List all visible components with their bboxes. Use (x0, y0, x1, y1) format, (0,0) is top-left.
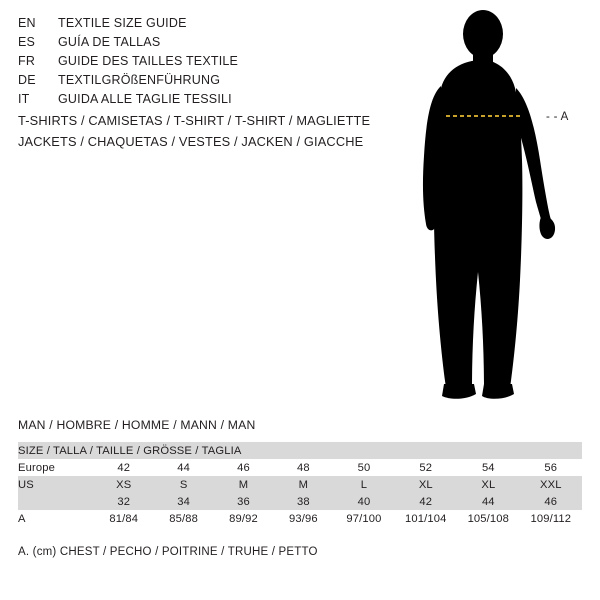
table-cell: 50 (357, 461, 371, 474)
language-text: GUÍA DE TALLAS (58, 35, 161, 49)
table-cell: L (360, 478, 368, 491)
language-code: IT (18, 92, 30, 106)
silhouette-icon (400, 10, 600, 410)
table-cell: 34 (177, 495, 191, 508)
table-cell: XS (116, 478, 132, 491)
table-cell: 32 (117, 495, 131, 508)
table-cell: 54 (481, 461, 495, 474)
table-row (18, 493, 582, 510)
table-cell: 40 (357, 495, 371, 508)
category-jackets: JACKETS / CHAQUETAS / VESTES / JACKEN / GIACCHE (18, 134, 364, 149)
table-cell: 89/92 (229, 512, 258, 525)
language-text: TEXTILGRÖßENFÜHRUNG (58, 73, 221, 87)
language-list (18, 16, 398, 111)
table-title: MAN / HOMBRE / HOMME / MANN / MAN (18, 418, 256, 432)
language-text: TEXTILE SIZE GUIDE (58, 16, 187, 30)
table-cell: 101/104 (405, 512, 447, 525)
table-cell: 97/100 (346, 512, 382, 525)
language-row (18, 92, 398, 111)
table-cell: 46 (544, 495, 558, 508)
table-header-label: SIZE / TALLA / TAILLE / GRÖSSE / TAGLIA (18, 444, 242, 457)
table-header-row (18, 442, 582, 459)
language-row (18, 54, 398, 73)
language-row (18, 16, 398, 35)
table-cell: XXL (539, 478, 562, 491)
footnote-chest: A. (cm) CHEST / PECHO / POITRINE / TRUHE / PETTO (18, 546, 318, 558)
table-cell: S (179, 478, 188, 491)
size-table (18, 442, 582, 527)
language-code: DE (18, 73, 36, 87)
language-text: GUIDE DES TAILLES TEXTILE (58, 54, 239, 68)
table-cell: 85/88 (169, 512, 199, 525)
table-cell: 52 (419, 461, 433, 474)
measure-label-a: - - A (546, 111, 569, 123)
row-label: A (18, 512, 26, 525)
table-cell: 56 (544, 461, 558, 474)
row-label: US (18, 478, 34, 491)
table-cell: 93/96 (289, 512, 318, 525)
table-cell: 44 (481, 495, 495, 508)
male-silhouette-figure (400, 10, 600, 410)
row-label (18, 493, 94, 510)
category-tshirts: T-SHIRTS / CAMISETAS / T-SHIRT / T-SHIRT / MAGLIETTE (18, 113, 371, 128)
table-cell: 105/108 (467, 512, 510, 525)
table-cell: 81/84 (109, 512, 139, 525)
row-label: Europe (18, 461, 55, 474)
table-cell: M (298, 478, 309, 491)
table-cell: XL (481, 478, 496, 491)
table-row (18, 459, 582, 476)
language-code: ES (18, 35, 36, 49)
table-cell: 42 (419, 495, 433, 508)
table-row (18, 510, 582, 527)
language-row (18, 35, 398, 54)
language-code: EN (18, 16, 36, 30)
table-row (18, 476, 582, 493)
table-cell: 42 (117, 461, 131, 474)
table-cell: 38 (297, 495, 310, 508)
table-cell: 44 (177, 461, 191, 474)
table-cell: 109/112 (530, 512, 572, 525)
table-cell: 36 (237, 495, 250, 508)
language-row (18, 73, 398, 92)
language-code: FR (18, 54, 36, 68)
table-cell: 46 (237, 461, 250, 474)
table-cell: 48 (297, 461, 310, 474)
language-text: GUIDA ALLE TAGLIE TESSILI (58, 92, 232, 106)
table-cell: M (238, 478, 249, 491)
table-cell: XL (418, 478, 433, 491)
category-list (18, 110, 438, 152)
